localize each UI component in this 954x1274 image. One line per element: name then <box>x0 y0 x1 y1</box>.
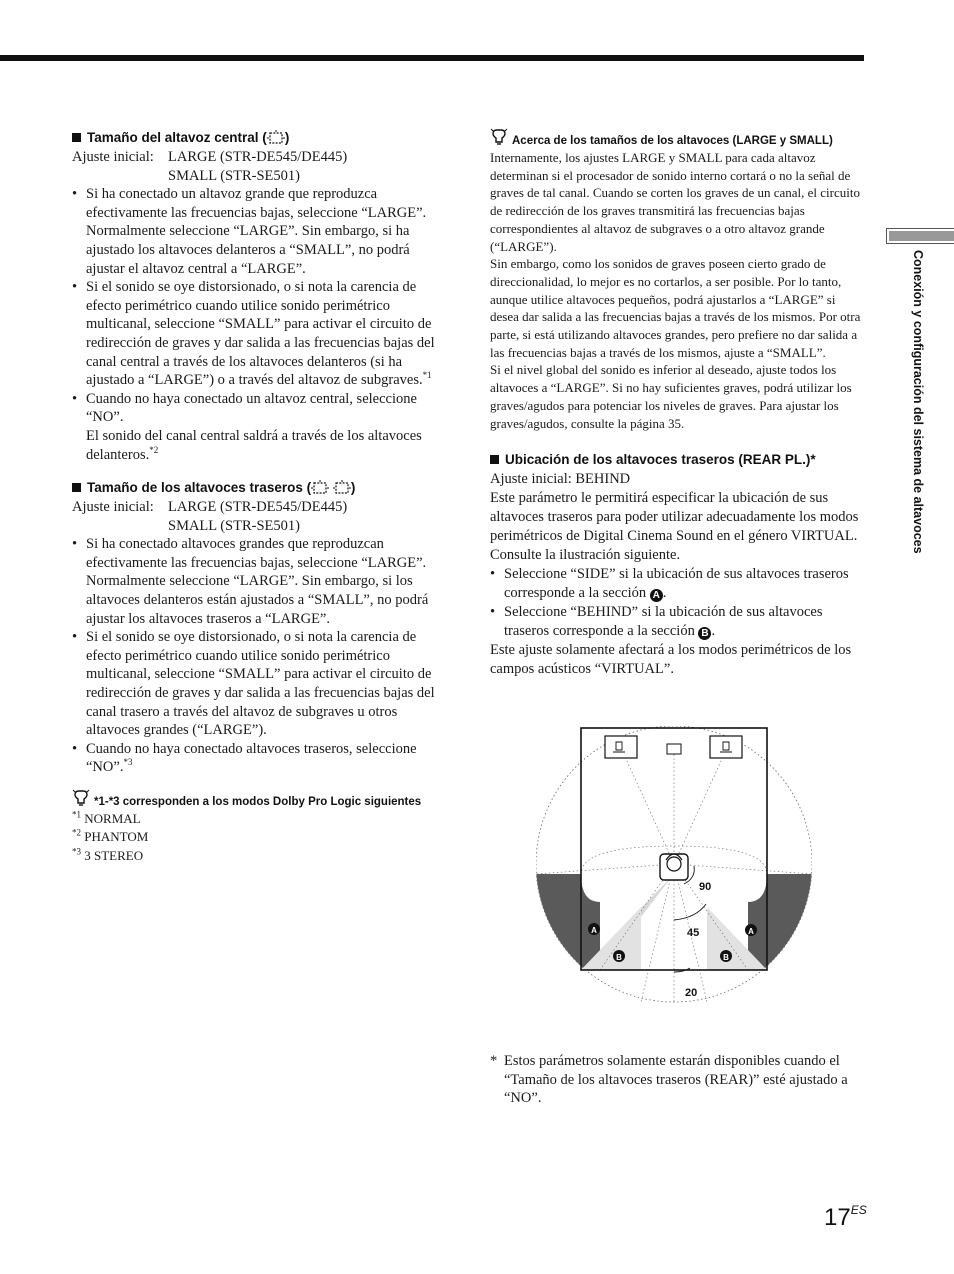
section-b-badge: B <box>698 627 711 640</box>
section-tab <box>886 228 954 244</box>
top-rule <box>0 55 864 61</box>
square-bullet-icon <box>72 483 81 492</box>
angle-90-label: 90 <box>699 881 712 893</box>
square-bullet-icon <box>490 455 499 464</box>
rear-initial-setting: Ajuste inicial: LARGE (STR-DE545/DE445) SMALL (STR-SE501) <box>72 499 348 534</box>
center-initial-setting: Ajuste inicial: LARGE (STR-DE545/DE445) SMALL (STR-SE501) <box>72 149 348 184</box>
room-outline <box>581 728 767 970</box>
marker-b-left <box>613 950 625 962</box>
rear-speaker-heading: Tamaño de los altavoces traseros ( ) <box>72 478 448 498</box>
svg-text:A: A <box>748 927 754 936</box>
center-speaker-icon <box>667 744 681 754</box>
marker-b-right <box>720 950 732 962</box>
listener-icon <box>660 854 688 880</box>
rear-pl-bullet-behind: • Seleccione “BEHIND” si la ubicación de sus altavoces traseros corresponde a la sección B . <box>490 603 866 641</box>
center-speaker-heading: Tamaño del altavoz central ( ) <box>72 128 448 148</box>
svg-text:A: A <box>591 926 597 935</box>
center-bullet-2: • Si el sonido se oye distorsionado, o si nota la carencia de efecto perimétrico cuando utilice sonido perimétrico multicanal, seleccione “SMALL” para activar el circuito de redirección de graves y dar salida a las frecuencias bajas del canal central a través de los altavoces delanteros (si ha ajustado a “LARGE”) o a través del altavoz de subgraves.$^{*1}$ <box>72 278 448 390</box>
angle-20-label: 20 <box>685 987 698 999</box>
right-column: Acerca de los tamaños de los altavoces (LARGE y SMALL) Internamente, los ajustes LARGE y SMALL para cada altavoz determinan si el procesador de sonido interno cortará o no la señal de graves de tal canal. Cuando se corten los graves de un canal, el circuito de redirección de los graves transmitirá las frecuencias bajas correspondientes al altavoz de subgraves o a otro altavoz grande (“LARGE”). Sin embargo, como los sonidos de graves poseen cierto grado de direccionalidad, lo mejor es no cortarlos, a ser posible. Por lo tanto, aunque utilice altavoces pequeños, podrá ajustarlos a “LARGE” si desea dar salida a las frecuencias bajas a través de los mismos. Por otra parte, si está utilizando altavoces grandes, pero prefiere no dar salida a las frecuencias bajas a través de los mismos, ajuste a “SMALL”. Si el nivel global del sonido es inferior al deseado, ajuste todos los altavoces a “LARGE”. Si no hay suficientes graves, podrá utilizar los graves/agudos para potenciar los niveles de graves. Para ajustar los graves/agudos, consulte la página 35. Ubicación de los altavoces traseros (REAR PL.)* Ajuste inicial: BEHIND Este parámetro le permitirá especificar la ubicación de sus altavoces traseros para poder utilizar adecuadamente los modos perimétricos de Digital Cinema Sound en el género VIRTUAL. Consulte la ilustración siguiente. • Seleccione “SIDE” si la ubicación de sus altavoces traseros corresponde a la sección A . • Seleccione “BEHIND” si la ubicación de sus altavoces traseros corresponde a la sección B . Este ajuste solamente afectará a los modos perimétricos de los campos acústicos “VIRTUAL”. <box>490 128 866 679</box>
section-a-badge: A <box>650 589 663 602</box>
page-number: $17^{ES}$ <box>824 1203 867 1231</box>
speaker-size-tip: Acerca de los tamaños de los altavoces (LARGE y SMALL) Internamente, los ajustes LARGE y SMALL para cada altavoz determinan si el procesador de sonido interno cortará o no la señal de graves de tal canal. Cuando se corten los graves de un canal, el circuito de redirección de los graves transmitirá las frecuencias bajas correspondientes al altavoz de subgraves o a otro altavoz grande (“LARGE”). Sin embargo, como los sonidos de graves poseen cierto grado de direccionalidad, lo mejor es no cortarlos, a ser posible. Por lo tanto, aunque utilice altavoces pequeños, podrá ajustarlos a “LARGE” si desea dar salida a las frecuencias bajas a través de los mismos. Por otra parte, si está utilizando altavoces grandes, pero prefiere no dar salida a las frecuencias bajas a través de los mismos, ajuste a “SMALL”. Si el nivel global del sonido es inferior al deseado, ajuste todos los altavoces a “LARGE”. Si no hay suficientes graves, podrá utilizar los graves/agudos para potenciar los niveles de graves. Para ajustar los graves/agudos, consulte la página 35. <box>490 128 866 432</box>
rear-placement-heading: Ubicación de los altavoces traseros (REAR PL.)* <box>490 450 866 470</box>
center-bullet-1: • Si ha conectado un altavoz grande que reproduzca efectivamente las frecuencias bajas, seleccione “LARGE”. Normalmente seleccione “LARGE”. Sin embargo, si ha ajustado los altavoces delanteros a “SMALL”, no podrá ajustar el altavoz central a “LARGE”. <box>72 185 448 278</box>
square-bullet-icon <box>72 133 81 142</box>
lightbulb-tip-icon <box>490 128 508 146</box>
rear-pl-footnote: * Estos parámetros solamente estarán disponibles cuando el “Tamaño de los altavoces traseros (REAR)” esté ajustado a “NO”. <box>490 1053 848 1107</box>
rear-bullet-2: • Si el sonido se oye distorsionado, o si nota la carencia de efecto perimétrico cuando utilice sonido perimétrico multicanal, seleccione “SMALL” para activar el circuito de redirección de graves y dar salida a las frecuencias bajas del canal trasero a través del altavoz de subgraves u otros altavoces grandes (“LARGE”). <box>72 628 448 740</box>
rear-pl-bullet-side: • Seleccione “SIDE” si la ubicación de sus altavoces traseros corresponde a la sección A . <box>490 565 866 603</box>
side-section-label: Conexión y configuración del sistema de altavoces <box>911 250 925 554</box>
rear-bullet-1: • Si ha conectado altavoces grandes que reproduzcan efectivamente las frecuencias bajas, seleccione “LARGE”. Normalmente seleccione “LARGE”. Sin embargo, si los altavoces delanteros están ajustados a “SMALL”, no podrá ajustar los altavoces traseros a “LARGE”. <box>72 535 448 628</box>
marker-a-right <box>745 924 757 936</box>
front-left-speaker-icon <box>605 736 637 758</box>
center-bullet-3: • Cuando no haya conectado un altavoz central, seleccione “NO”. El sonido del canal central saldrá a través de los altavoces delanteros.$^{*2}$ <box>72 390 448 464</box>
rear-bullet-3: • Cuando no haya conectado altavoces traseros, seleccione “NO”.$^{*3}$ <box>72 740 448 777</box>
angle-45-label: 45 <box>687 927 700 939</box>
svg-text:B: B <box>616 953 622 962</box>
lightbulb-tip-icon <box>72 789 90 807</box>
front-right-speaker-icon <box>710 736 742 758</box>
svg-text:B: B <box>723 953 729 962</box>
dolby-tip: *1-*3 corresponden a los modos Dolby Pro Logic siguientes $^{*1}$ NORMAL $^{*2}$ PHANTOM $^{*3}$ 3 STEREO <box>72 789 448 865</box>
speaker-outline-icon <box>311 480 329 495</box>
marker-a-left <box>588 923 600 935</box>
rear-pl-initial-setting: Ajuste inicial: BEHIND <box>490 471 631 488</box>
left-column <box>72 128 448 865</box>
speaker-outline-icon <box>333 480 351 495</box>
speaker-placement-diagram <box>536 726 812 1016</box>
speaker-outline-icon <box>267 130 285 145</box>
